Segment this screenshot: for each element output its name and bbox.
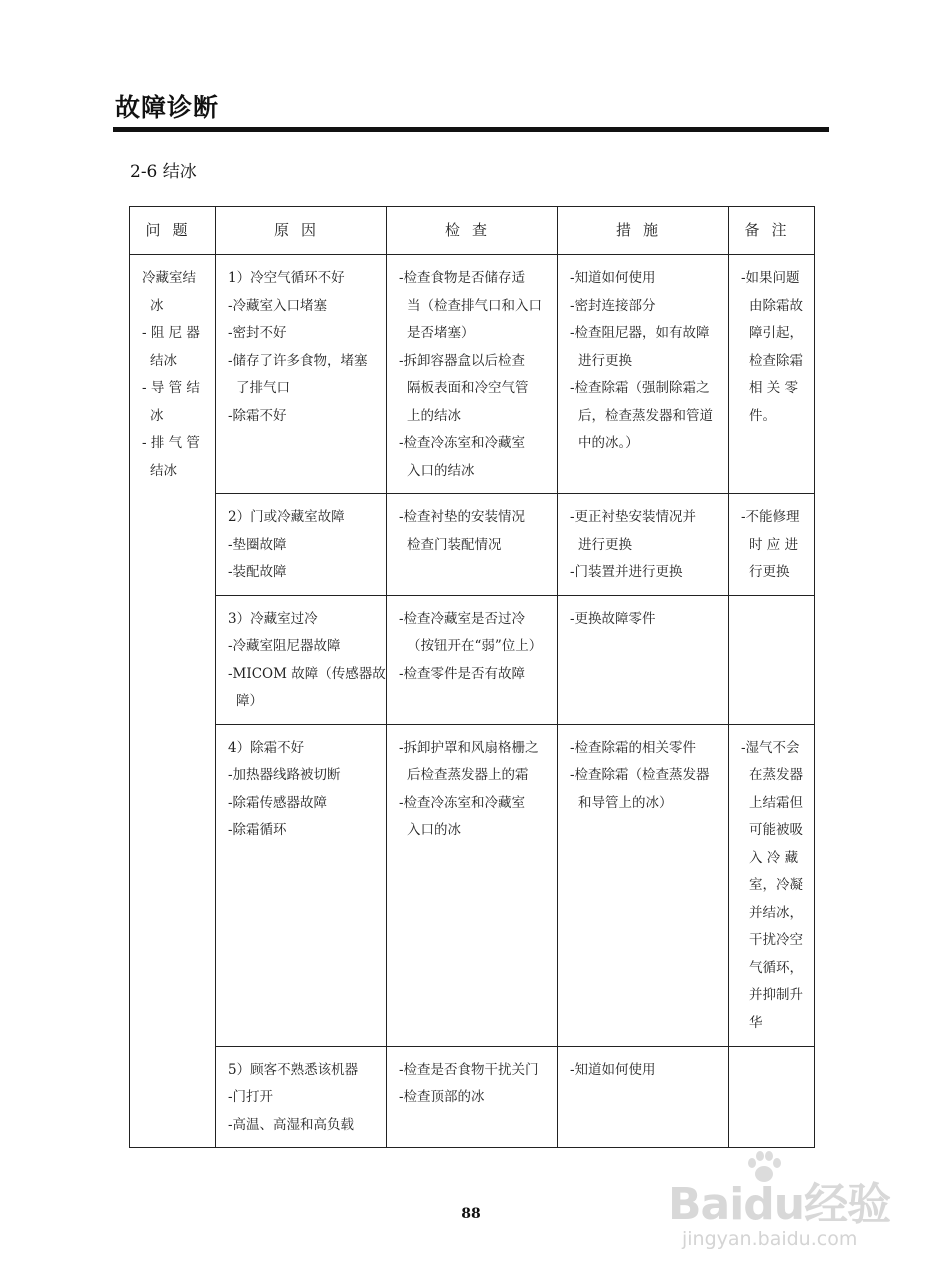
- table-row: [130, 1046, 815, 1148]
- cause-line: -MICOM 故障（传感器故: [228, 665, 386, 682]
- cell-check: [387, 1046, 558, 1148]
- problem-line: - 排 气 管: [142, 435, 200, 451]
- cause-line: -垫圈故障: [228, 536, 287, 553]
- cause-line: -冷藏室入口堵塞: [228, 297, 328, 314]
- cell-note: [729, 595, 815, 724]
- note-line: 气循环，: [749, 959, 803, 976]
- cell-action: [558, 494, 729, 596]
- cell-cause: [216, 724, 387, 1046]
- note-line: 并抑制升: [749, 987, 803, 1003]
- action-line: -门装置并进行更换: [570, 564, 683, 580]
- cell-note: [729, 494, 815, 596]
- note-line: 件。: [749, 407, 776, 424]
- page-title: 故障诊断: [115, 93, 220, 122]
- cause-line: -加热器线路被切断: [228, 767, 341, 783]
- table-row: [130, 494, 815, 596]
- action-line: -检查除霜（强制除霜之: [570, 380, 710, 396]
- note-line: 由除霜故: [749, 297, 803, 314]
- cause-line: -除霜不好: [228, 407, 287, 424]
- problem-line: 冰: [150, 407, 164, 424]
- note-line: 在蒸发器: [749, 767, 803, 783]
- action-line: 中的冰。）: [578, 435, 639, 451]
- cause-line: 了排气口: [236, 380, 290, 396]
- table-row: [130, 595, 815, 724]
- watermark-url: jingyan.baidu.com: [682, 1228, 858, 1250]
- check-line: 后检查蒸发器上的霜: [407, 767, 529, 783]
- problem-line: - 导 管 结: [142, 380, 200, 396]
- note-line: 行更换: [749, 564, 790, 580]
- cause-line: -储存了许多食物，堵塞: [228, 352, 368, 369]
- cell-cause: [216, 255, 387, 494]
- header-note: 备注: [729, 207, 815, 255]
- cause-line: -高温、高湿和高负载: [228, 1116, 355, 1133]
- note-line: 可能被吸: [749, 822, 803, 838]
- action-line: 后，检查蒸发器和管道: [578, 407, 713, 424]
- header-check: 检查: [387, 207, 558, 255]
- check-line: -检查顶部的冰: [399, 1089, 485, 1105]
- note-line: 障引起，: [749, 325, 803, 341]
- cause-line: 3）冷藏室过冷: [228, 610, 318, 627]
- cell-action: [558, 255, 729, 494]
- action-line: -检查除霜（检查蒸发器: [570, 767, 710, 783]
- problem-line: 结冰: [150, 462, 177, 479]
- action-line: -知道如何使用: [570, 1061, 656, 1078]
- note-line: 入 冷 藏: [749, 849, 799, 866]
- cell-note: [729, 724, 815, 1046]
- action-line: -知道如何使用: [570, 270, 656, 286]
- check-line: -拆卸护罩和风扇格栅之: [399, 739, 539, 756]
- note-line: 干扰冷空: [749, 932, 803, 948]
- section-title: 2-6 结冰: [130, 162, 197, 182]
- cell-cause: [216, 494, 387, 596]
- check-line: -检查冷藏室是否过冷: [399, 610, 526, 627]
- note-line: 华: [749, 1014, 763, 1031]
- cell-cause: [216, 595, 387, 724]
- header-problem: 问题: [130, 207, 216, 255]
- action-line: -密封连接部分: [570, 297, 656, 314]
- note-line: 室，冷凝: [749, 877, 803, 893]
- note-line: -不能修理: [741, 509, 800, 525]
- cause-line: -装配故障: [228, 564, 287, 580]
- action-line: 进行更换: [578, 536, 632, 553]
- action-line: -检查阻尼器，如有故障: [570, 325, 710, 341]
- note-line: 相 关 零: [749, 380, 799, 396]
- check-line: -检查冷冻室和冷藏室: [399, 794, 526, 811]
- check-line: 入口的结冰: [407, 462, 475, 479]
- check-line: 是否堵塞）: [407, 325, 475, 341]
- cause-line: 2）门或冷藏室故障: [228, 509, 345, 525]
- action-line: -更换故障零件: [570, 610, 656, 627]
- cause-line: -除霜循环: [228, 822, 287, 838]
- cause-line: 5）顾客不熟悉该机器: [228, 1061, 359, 1078]
- check-line: 入口的冰: [407, 822, 461, 838]
- header-action: 措施: [558, 207, 729, 255]
- action-line: -检查除霜的相关零件: [570, 739, 697, 756]
- cell-action: [558, 595, 729, 724]
- cell-check: [387, 595, 558, 724]
- problem-line: 冰: [150, 297, 164, 314]
- note-line: 检查除霜: [749, 352, 803, 369]
- cell-note: [729, 1046, 815, 1148]
- cell-problem: [130, 255, 216, 1148]
- problem-line: 结冰: [150, 352, 177, 369]
- cell-check: [387, 724, 558, 1046]
- cell-action: [558, 1046, 729, 1148]
- action-line: -更正衬垫安装情况并: [570, 509, 697, 525]
- header-cause: 原因: [216, 207, 387, 255]
- action-line: 和导管上的冰）: [578, 794, 673, 811]
- note-line: 时 应 进: [749, 536, 799, 553]
- cause-line: 4）除霜不好: [228, 739, 305, 756]
- check-line: -检查是否食物干扰关门: [399, 1061, 539, 1078]
- problem-line: - 阻 尼 器: [142, 325, 200, 341]
- watermark-logo: Baidu经验: [668, 1179, 891, 1230]
- table-header-row: [130, 207, 815, 255]
- cell-check: [387, 494, 558, 596]
- title-rule: [113, 127, 829, 132]
- note-line: 并结冰，: [749, 904, 803, 921]
- cause-line: -门打开: [228, 1089, 274, 1105]
- check-line: 当（检查排气口和入口: [407, 297, 542, 314]
- diagnosis-table: [129, 206, 815, 1148]
- check-line: -检查食物是否储存适: [399, 270, 526, 286]
- cause-line: -除霜传感器故障: [228, 794, 328, 811]
- check-line: -检查冷冻室和冷藏室: [399, 435, 526, 451]
- check-line: -检查衬垫的安装情况: [399, 509, 526, 525]
- watermark: [668, 1150, 904, 1260]
- check-line: -检查零件是否有故障: [399, 665, 526, 682]
- check-line: 上的结冰: [407, 407, 461, 424]
- cell-cause: [216, 1046, 387, 1148]
- cell-action: [558, 724, 729, 1046]
- check-line: 检查门装配情况: [407, 536, 502, 553]
- cell-note: [729, 255, 815, 494]
- cause-line: 障）: [236, 693, 263, 709]
- cause-line: -冷藏室阻尼器故障: [228, 638, 341, 654]
- page-number: 88: [461, 1206, 481, 1222]
- note-line: -如果问题: [741, 270, 800, 286]
- cause-line: 1）冷空气循环不好: [228, 270, 345, 286]
- table-row: [130, 724, 815, 1046]
- note-line: -湿气不会: [741, 739, 800, 756]
- cell-check: [387, 255, 558, 494]
- check-line: （按钮开在“弱”位上）: [407, 638, 543, 654]
- table-row: [130, 255, 815, 494]
- action-line: 进行更换: [578, 352, 632, 369]
- note-line: 上结霜但: [749, 794, 803, 811]
- cause-line: -密封不好: [228, 325, 287, 341]
- problem-line: 冷藏室结: [142, 270, 196, 286]
- check-line: 隔板表面和冷空气管: [407, 380, 529, 396]
- check-line: -拆卸容器盒以后检查: [399, 352, 526, 369]
